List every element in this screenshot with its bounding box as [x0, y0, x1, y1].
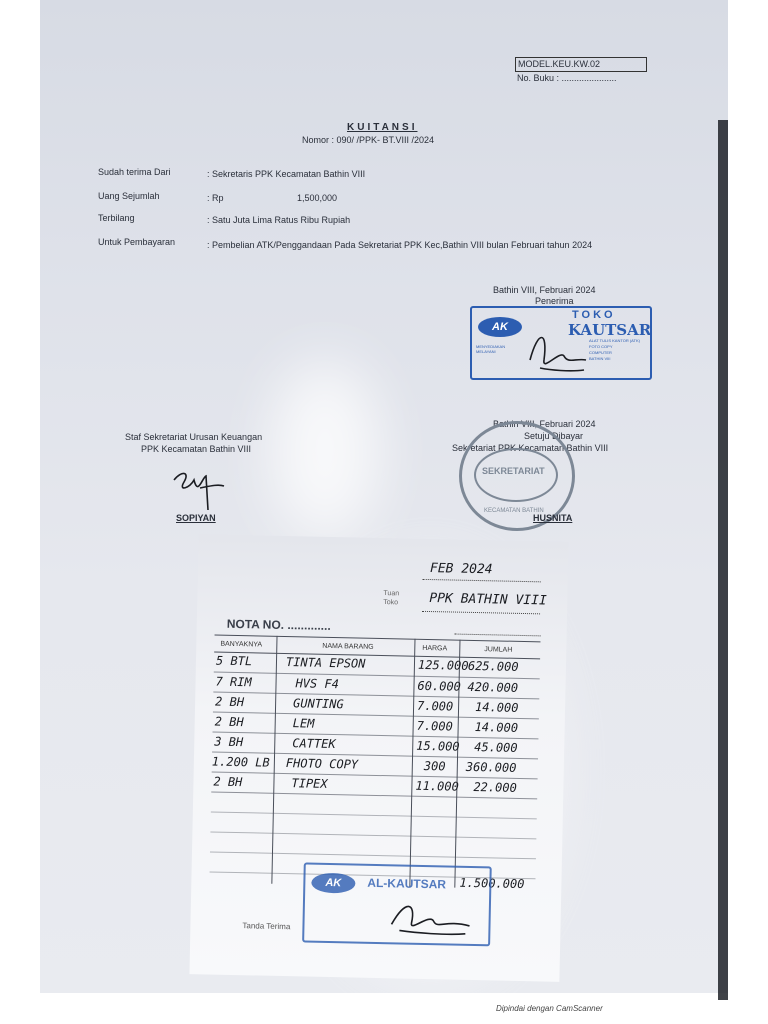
tuan-label: Tuan [383, 590, 400, 598]
item-name: LEM [292, 716, 315, 731]
item-qty: 2 BH [214, 714, 244, 730]
item-qty: 7 RIM [215, 674, 252, 690]
item-price: 60.000 [417, 678, 462, 694]
item-price: 7.000 [416, 698, 454, 714]
penerima-label: Penerima [535, 296, 574, 306]
row-label: Uang Sejumlah [98, 191, 160, 201]
kuitansi-title: KUITANSI [347, 122, 418, 133]
grand-total: 1.500.000 [459, 875, 525, 892]
staf-office: PPK Kecamatan Bathin VIII [141, 444, 252, 454]
item-total: 14.000 [474, 700, 519, 715]
row-label: Terbilang [98, 213, 135, 223]
model-code: MODEL.KEU.KW.02 [515, 57, 647, 72]
item-total: 420.000 [467, 679, 519, 695]
kuitansi-number: Nomor : 090/ /PPK- BT.VIII /2024 [302, 135, 435, 145]
item-qty: 2 BH [213, 774, 243, 790]
stamp-center-text: SEKRETARIAT [482, 466, 545, 476]
setuju-name: HUSNITA [533, 513, 573, 523]
item-price: 15.000 [416, 738, 460, 754]
stamp-name: AL-KAUTSAR [367, 875, 447, 892]
stamp-line: ALAT TULIS KANTOR (ATK) [589, 338, 640, 343]
item-total: 360.000 [465, 759, 517, 775]
scanner-watermark: Dipindai dengan CamScanner [496, 1004, 603, 1013]
setuju-date: Bathin VIII, Februari 2024 [493, 419, 596, 429]
toko-label: Toko [383, 599, 399, 607]
stamp-line: MENYEDIAKAN [476, 344, 506, 349]
row-value: : Satu Juta Lima Ratus Ribu Rupiah [207, 215, 351, 225]
col-total: JUMLAH [484, 646, 513, 654]
setuju-office: Sekretariat PPK Kecamatan Bathin VIII [452, 443, 609, 453]
nota-customer: PPK BATHIN VIII [429, 591, 547, 609]
item-name: TINTA EPSON [285, 655, 366, 671]
stamp-toko: TOKO [572, 309, 616, 321]
col-qty: BANYAKNYA [220, 640, 263, 649]
nota-signature [385, 888, 476, 940]
nota-receipt [189, 534, 568, 982]
col-item: NAMA BARANG [322, 642, 374, 651]
stamp-line: BATHIN VIII [589, 356, 611, 361]
item-price: 125.000 [417, 657, 469, 673]
item-qty: 5 BTL [215, 653, 253, 669]
stamp-small-text-right [589, 338, 640, 362]
paper-shadow-edge [718, 120, 728, 1000]
item-name: FHOTO COPY [285, 756, 359, 772]
item-qty: 2 BH [214, 694, 245, 710]
row-value: : Sekretaris PPK Kecamatan Bathin VIII [207, 169, 366, 179]
staf-signature [168, 466, 228, 516]
penerima-date: Bathin VIII, Februari 2024 [493, 285, 596, 295]
item-name: TIPEX [291, 776, 328, 791]
stamp-logo: AK [311, 873, 355, 894]
item-name: GUNTING [292, 696, 344, 712]
penerima-signature [520, 320, 590, 380]
stamp-name: KAUTSAR [568, 321, 652, 339]
col-price: HARGA [422, 644, 448, 653]
tanda-terima-label: Tanda Terima [242, 921, 291, 932]
row-label: Sudah terima Dari [98, 167, 171, 177]
nota-date: FEB 2024 [429, 561, 493, 578]
item-qty: 1.200 LB [211, 754, 270, 770]
row-value: : Pembelian ATK/Penggandaan Pada Sekretariat PPK Kec,Bathin VIII bulan Februari tahun 2024 [207, 240, 593, 250]
row-value: : Rp [207, 193, 224, 203]
staf-title: Staf Sekretariat Urusan Keuangan [125, 432, 263, 442]
stamp-line: COMPUTER [589, 350, 612, 355]
light-patch [270, 360, 380, 540]
item-total: 625.000 [467, 658, 519, 674]
item-total: 45.000 [474, 739, 518, 755]
item-name: CATTEK [292, 736, 336, 752]
staf-name: SOPIYAN [176, 513, 216, 523]
stamp-small-text [476, 344, 505, 354]
item-price: 7.000 [416, 718, 453, 734]
stamp-logo: AK [478, 317, 522, 337]
item-total: 14.000 [474, 719, 519, 735]
row-label: Untuk Pembayaran [98, 237, 176, 247]
table-rule [215, 635, 541, 643]
amount-value: 1,500,000 [297, 193, 338, 203]
setuju-label: Setuju Dibayar [524, 431, 584, 441]
item-name: HVS F4 [295, 676, 340, 692]
stamp-line: FOTO COPY [589, 344, 613, 349]
item-total: 22.000 [473, 779, 517, 795]
buku-number: No. Buku : ...................... [517, 73, 617, 83]
stamp-line: MELAYANI [476, 349, 496, 354]
item-price: 300 [423, 758, 446, 774]
item-qty: 3 BH [214, 734, 244, 750]
nota-number: NOTA NO. ............. [226, 616, 331, 633]
stamp-bottom-text: KECAMATAN BATHIN [484, 508, 544, 514]
item-price: 11.000 [415, 778, 459, 794]
